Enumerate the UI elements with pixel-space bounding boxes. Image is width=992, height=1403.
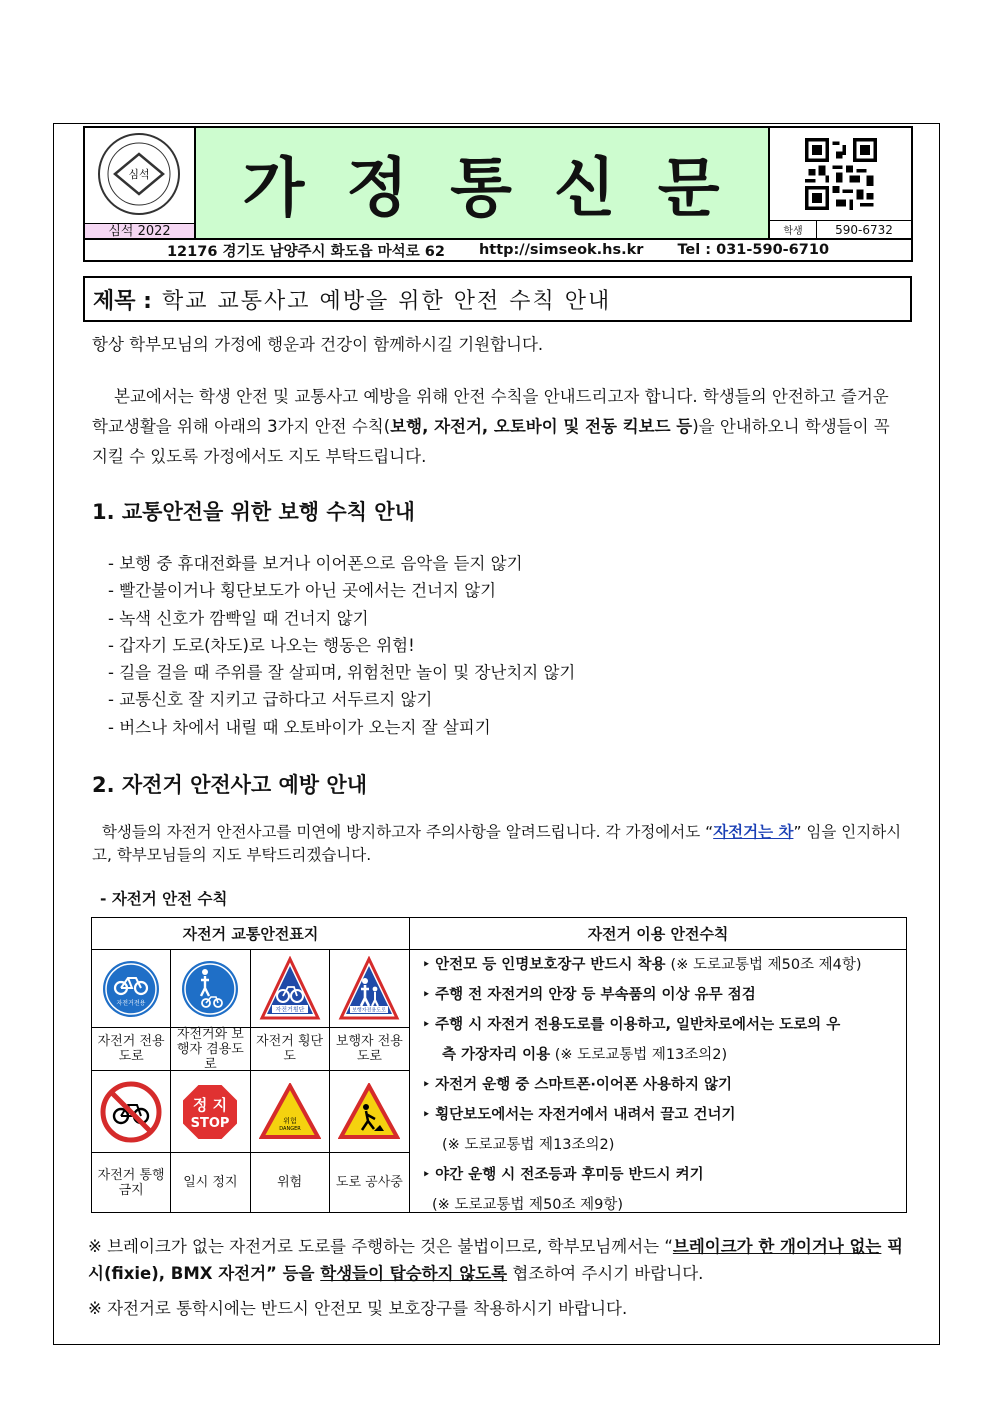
- school-logo-text: 심석: [128, 168, 150, 181]
- svg-text:자전거전용: 자전거전용: [116, 999, 146, 1007]
- sign-label: 일시 정지: [171, 1153, 250, 1212]
- school-address-bar: [85, 238, 911, 260]
- list-item: ‣ 야간 운행 시 전조등과 후미등 반드시 켜기: [422, 1160, 906, 1190]
- bicycle-crossing-sign-icon: [251, 950, 330, 1028]
- list-item: ‣ 주행 전 자전거의 안장 등 부속품의 이상 유무 점검: [422, 980, 906, 1010]
- list-item: - 빨간불이거나 횡단보도가 아닌 곳에서는 건너지 않기: [108, 577, 575, 604]
- list-item: - 길을 걸을 때 주위를 잘 살피며, 위험천만 놀이 및 장난치지 않기: [108, 659, 575, 686]
- school-address: 12176 경기도 남양주시 화도읍 마석로 62: [166, 243, 445, 260]
- bicycle-pedestrian-road-sign-icon: [171, 950, 250, 1028]
- svg-text:자전거횡단: 자전거횡단: [275, 1006, 305, 1013]
- intro-text-1: 본교에서는 학생 안전 및 교통사고 예방을 위해 안전 수칙을 안내드리고자 합니다. 학생들의 안전하고 즐거운 학교생활을 위해 아래의 3가지 안전 수칙(: [92, 387, 889, 436]
- title-banner: [196, 128, 770, 238]
- greeting: 항상 학부모님의 가정에 행운과 건강이 함께하시길 기원합니다.: [92, 335, 544, 354]
- svg-text:보행자전용도로: 보행자전용도로: [352, 1007, 387, 1013]
- list-item-note: (※ 도로교통법 제50조 제9항): [432, 1197, 624, 1213]
- no-bicycle-sign-icon: [92, 1071, 171, 1153]
- sign-label: 자전거와 보행자 겸용도로: [171, 1028, 250, 1071]
- sign-label: 자전거 횡단도: [251, 1028, 330, 1071]
- student-contact: [770, 220, 911, 238]
- subject-box: [83, 276, 912, 322]
- list-item: - 교통신호 잘 지키고 급하다고 서두르지 않기: [108, 686, 575, 713]
- section2-intro-b: ” 임을 인지하시고, 학부모님들의 지도 부탁드리겠습니다.: [92, 823, 902, 864]
- school-website-link[interactable]: http://simseok.hs.kr: [478, 242, 644, 258]
- list-item: - 갑자기 도로(차도)로 나오는 행동은 위험!: [108, 632, 575, 659]
- list-item-note: (※ 도로교통법 제13조의2): [442, 1137, 615, 1153]
- section2-intro: [92, 821, 912, 867]
- section1-heading: 1. 교통안전을 위한 보행 수칙 안내: [92, 500, 415, 524]
- bicycle-only-road-sign-icon: [92, 950, 171, 1028]
- intro-bold: 보행, 자전거, 오토바이 및 전동 킥보드 등: [390, 417, 693, 436]
- qr-code-icon: [770, 128, 911, 220]
- table-header-signs: 자전거 교통안전표지: [92, 918, 410, 950]
- bicycle-safety-table: [91, 917, 907, 1213]
- list-item: ‣ 주행 시 자전거 전용도로를 이용하고, 일반차로에서는 도로의 우: [422, 1010, 906, 1040]
- intro-paragraph: [92, 382, 900, 472]
- sign-label: 보행자 전용도로: [330, 1028, 409, 1071]
- intro-text-2: )을 안내하오니 학생들이 꼭 지킬 수 있도록 가정에서도 지도 부탁드립니다.: [92, 417, 890, 466]
- svg-text:DANGER: DANGER: [278, 1125, 301, 1132]
- list-item: ‣ 안전모 등 인명보호장구 반드시 착용 (※ 도로교통법 제50조 제4항): [422, 950, 906, 980]
- school-tel: Tel : 031-590-6710: [677, 242, 830, 258]
- year-label: 심석 2022: [85, 223, 196, 238]
- subject-label: 제목 :: [93, 288, 152, 314]
- section2-intro-a: 학생들의 자전거 안전사고를 미연에 방지하고자 주의사항을 알려드립니다. 각 가정에서도 “: [101, 823, 714, 841]
- svg-text:위험: 위험: [282, 1116, 297, 1125]
- danger-sign-icon: [251, 1071, 330, 1153]
- list-item: - 버스나 차에서 내릴 때 오토바이가 오는지 잘 살피기: [108, 714, 575, 741]
- sign-label: 도로 공사중: [335, 1175, 403, 1190]
- list-item: - 보행 중 휴대전화를 보거나 이어폰으로 음악을 듣지 않기: [108, 550, 575, 577]
- sign-label: 자전거 전용도로: [92, 1028, 171, 1071]
- warning-fixie: ※ 브레이크가 없는 자전거로 도로를 주행하는 것은 불법이므로, 학부모님께서는 “브레이크가 한 개이거나 없는 픽시(fixie), BMX 자전거” 등을 학생들이 탑승하지 않도록 협조하여 주시기 바랍니다.: [88, 1237, 904, 1283]
- page-title: 가정통신문: [242, 152, 762, 226]
- student-label: 학생: [770, 221, 817, 238]
- svg-text:STOP: STOP: [190, 1115, 230, 1131]
- warning-helmet: ※ 자전거로 통학시에는 반드시 안전모 및 보호장구를 착용하시기 바랍니다.: [88, 1299, 628, 1318]
- stop-sign-icon: [171, 1071, 250, 1153]
- subject-text: 학교 교통사고 예방을 위한 안전 수칙 안내: [161, 288, 612, 314]
- sign-label: 자전거 통행금지: [92, 1153, 171, 1212]
- student-phone: 590-6732: [835, 222, 893, 237]
- table-header-rules: 자전거 이용 안전수칙: [410, 918, 906, 950]
- school-logo: [85, 128, 196, 223]
- list-item: - 녹색 신호가 깜빡일 때 건너지 않기: [108, 605, 575, 632]
- sign-label: 위험: [251, 1153, 330, 1212]
- svg-text:정 지: 정 지: [193, 1095, 228, 1114]
- newsletter-header: [83, 126, 913, 262]
- bicycle-is-car-link[interactable]: 자전거는 차: [713, 823, 794, 841]
- bicycle-rules-list: [410, 950, 906, 1220]
- traffic-signs-grid: [92, 950, 410, 1212]
- pedestrian-only-road-sign-icon: [330, 950, 409, 1028]
- road-work-sign-icon: [330, 1071, 409, 1153]
- list-item: ‣ 자전거 운행 중 스마트폰·이어폰 사용하지 않기: [422, 1070, 906, 1100]
- section2-heading: 2. 자전거 안전사고 예방 안내: [92, 773, 367, 797]
- list-item: ‣ 횡단보도에서는 자전거에서 내려서 끌고 건너기: [422, 1100, 906, 1130]
- list-item-continued: 측 가장자리 이용 (※ 도로교통법 제13조의2): [442, 1047, 728, 1063]
- walking-rules-list: [108, 550, 575, 741]
- bicycle-rules-subheading: - 자전거 안전 수칙: [100, 890, 228, 908]
